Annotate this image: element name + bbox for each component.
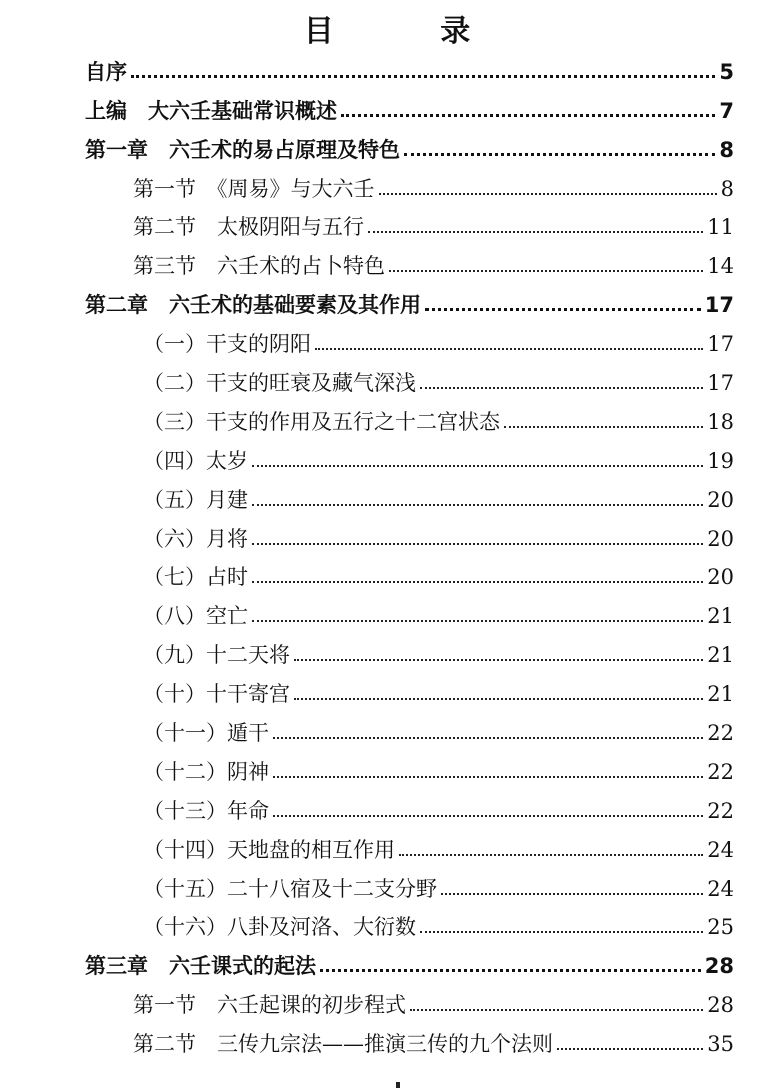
- dot-leader: [399, 854, 703, 856]
- toc-entry: [0, 243, 774, 282]
- toc-entry: [0, 866, 774, 905]
- toc-entry-page-number: 21: [707, 682, 734, 707]
- toc-entry: [0, 710, 774, 749]
- toc-entry-title: 第三章 六壬课式的起法: [85, 954, 316, 979]
- dot-leader: [425, 308, 701, 311]
- toc-entry-title: 上编 大六壬基础常识概述: [85, 98, 337, 123]
- toc-entry-title: （十四）天地盘的相互作用: [143, 837, 395, 862]
- toc-entry-title: 第三节 六壬术的占卜特色: [133, 254, 385, 279]
- toc-entry-title: （十三）年命: [143, 798, 269, 823]
- dot-leader: [294, 698, 703, 700]
- toc-entry-title: （七）占时: [143, 565, 248, 590]
- toc-entry-title: （十一）遁干: [143, 721, 269, 746]
- toc-entry-title: （三）干支的作用及五行之十二宫状态: [143, 409, 500, 434]
- toc-entry: [0, 399, 774, 438]
- toc-entry-title: （九）十二天将: [143, 643, 290, 668]
- toc-entry: [0, 1021, 774, 1060]
- toc-entry: [0, 49, 774, 88]
- toc-entry-page-number: 8: [719, 137, 734, 162]
- dot-leader: [368, 231, 703, 233]
- toc-entry: [0, 749, 774, 788]
- toc-entry-page-number: 14: [707, 254, 734, 279]
- toc-entry-page-number: 17: [707, 371, 734, 396]
- dot-leader: [389, 270, 703, 272]
- toc-entry-title: 第二节 太极阴阳与五行: [133, 215, 364, 240]
- toc-entry-page-number: 22: [707, 721, 734, 746]
- toc-entry: [0, 205, 774, 244]
- toc-entry: [0, 438, 774, 477]
- toc-entry-page-number: 20: [707, 565, 734, 590]
- toc-entry: [0, 593, 774, 632]
- toc-entry: [0, 827, 774, 866]
- toc-entry-title: （四）太岁: [143, 448, 248, 473]
- dot-leader: [410, 1009, 703, 1011]
- toc-entry: [0, 788, 774, 827]
- toc-entry: [0, 282, 774, 321]
- toc-entry: [0, 905, 774, 944]
- dot-leader: [557, 1048, 703, 1050]
- toc-entry-title: （十二）阴神: [143, 759, 269, 784]
- toc-entry-title: （一）干支的阴阳: [143, 332, 311, 357]
- toc-entry-title: 第一章 六壬术的易占原理及特色: [85, 137, 400, 162]
- dot-leader: [341, 114, 715, 117]
- toc-entry-title: （八）空亡: [143, 604, 248, 629]
- toc-entry-page-number: 5: [719, 59, 734, 84]
- toc-entry-title: 第二章 六壬术的基础要素及其作用: [85, 293, 421, 318]
- toc-entry-title: 第一节 《周易》与大六壬: [133, 176, 375, 201]
- toc-entry-page-number: 8: [720, 176, 734, 201]
- toc-entry: [0, 321, 774, 360]
- toc-entry-page-number: 20: [707, 487, 734, 512]
- page-title: 目 录: [303, 14, 519, 49]
- dot-leader: [379, 193, 717, 195]
- toc-entry-title: （五）月建: [143, 487, 248, 512]
- dot-leader: [252, 581, 703, 583]
- toc-entry-title: （十六）八卦及河洛、大衍数: [143, 915, 416, 940]
- toc-entry-title: 自序: [85, 59, 127, 84]
- toc-entry-page-number: 22: [707, 759, 734, 784]
- toc-entry: [0, 943, 774, 982]
- toc-entry-page-number: 11: [707, 215, 734, 240]
- dot-leader: [320, 969, 701, 972]
- dot-leader: [420, 931, 703, 933]
- toc-entry-page-number: 18: [707, 409, 734, 434]
- toc-entry-page-number: 24: [707, 837, 734, 862]
- dot-leader: [273, 737, 703, 739]
- dot-leader: [252, 620, 703, 622]
- toc-entry-title: （二）干支的旺衰及藏气深浅: [143, 371, 416, 396]
- toc-entry-title: 第一节 六壬起课的初步程式: [133, 993, 406, 1018]
- dot-leader: [420, 387, 703, 389]
- toc-entry: [0, 516, 774, 555]
- toc-entry-page-number: 19: [707, 448, 734, 473]
- dot-leader: [252, 504, 703, 506]
- toc-entry-page-number: 24: [707, 876, 734, 901]
- dot-leader: [252, 543, 703, 545]
- dot-leader: [294, 659, 703, 661]
- toc-entry: [0, 127, 774, 166]
- toc-entry-page-number: 35: [707, 1032, 734, 1057]
- dot-leader: [273, 815, 703, 817]
- dot-leader: [504, 426, 703, 428]
- toc-entry-page-number: 25: [707, 915, 734, 940]
- toc-entry: [0, 671, 774, 710]
- toc-entry-page-number: 21: [707, 604, 734, 629]
- table-of-contents: [0, 49, 774, 1060]
- toc-entry-page-number: 22: [707, 798, 734, 823]
- toc-entry: [0, 360, 774, 399]
- toc-entry: [0, 88, 774, 127]
- dot-leader: [273, 776, 703, 778]
- dot-leader: [131, 75, 715, 78]
- dot-leader: [404, 153, 715, 156]
- toc-entry: [0, 982, 774, 1021]
- dot-leader: [441, 893, 703, 895]
- toc-entry-page-number: 28: [704, 954, 734, 979]
- dot-leader: [252, 465, 703, 467]
- toc-entry-page-number: 20: [707, 526, 734, 551]
- toc-entry-page-number: 21: [707, 643, 734, 668]
- toc-entry-title: （十）十干寄宫: [143, 682, 290, 707]
- toc-entry: [0, 477, 774, 516]
- toc-entry-page-number: 7: [719, 98, 734, 123]
- toc-entry: [0, 555, 774, 594]
- toc-entry-page-number: 17: [707, 332, 734, 357]
- toc-entry-page-number: 17: [704, 293, 734, 318]
- page-footer-mark: [396, 1082, 400, 1088]
- toc-entry-title: （六）月将: [143, 526, 248, 551]
- dot-leader: [315, 348, 703, 350]
- toc-entry-title: （十五）二十八宿及十二支分野: [143, 876, 437, 901]
- toc-entry: [0, 166, 774, 205]
- toc-entry: [0, 632, 774, 671]
- toc-entry-title: 第二节 三传九宗法——推演三传的九个法则: [133, 1032, 553, 1057]
- toc-entry-page-number: 28: [707, 993, 734, 1018]
